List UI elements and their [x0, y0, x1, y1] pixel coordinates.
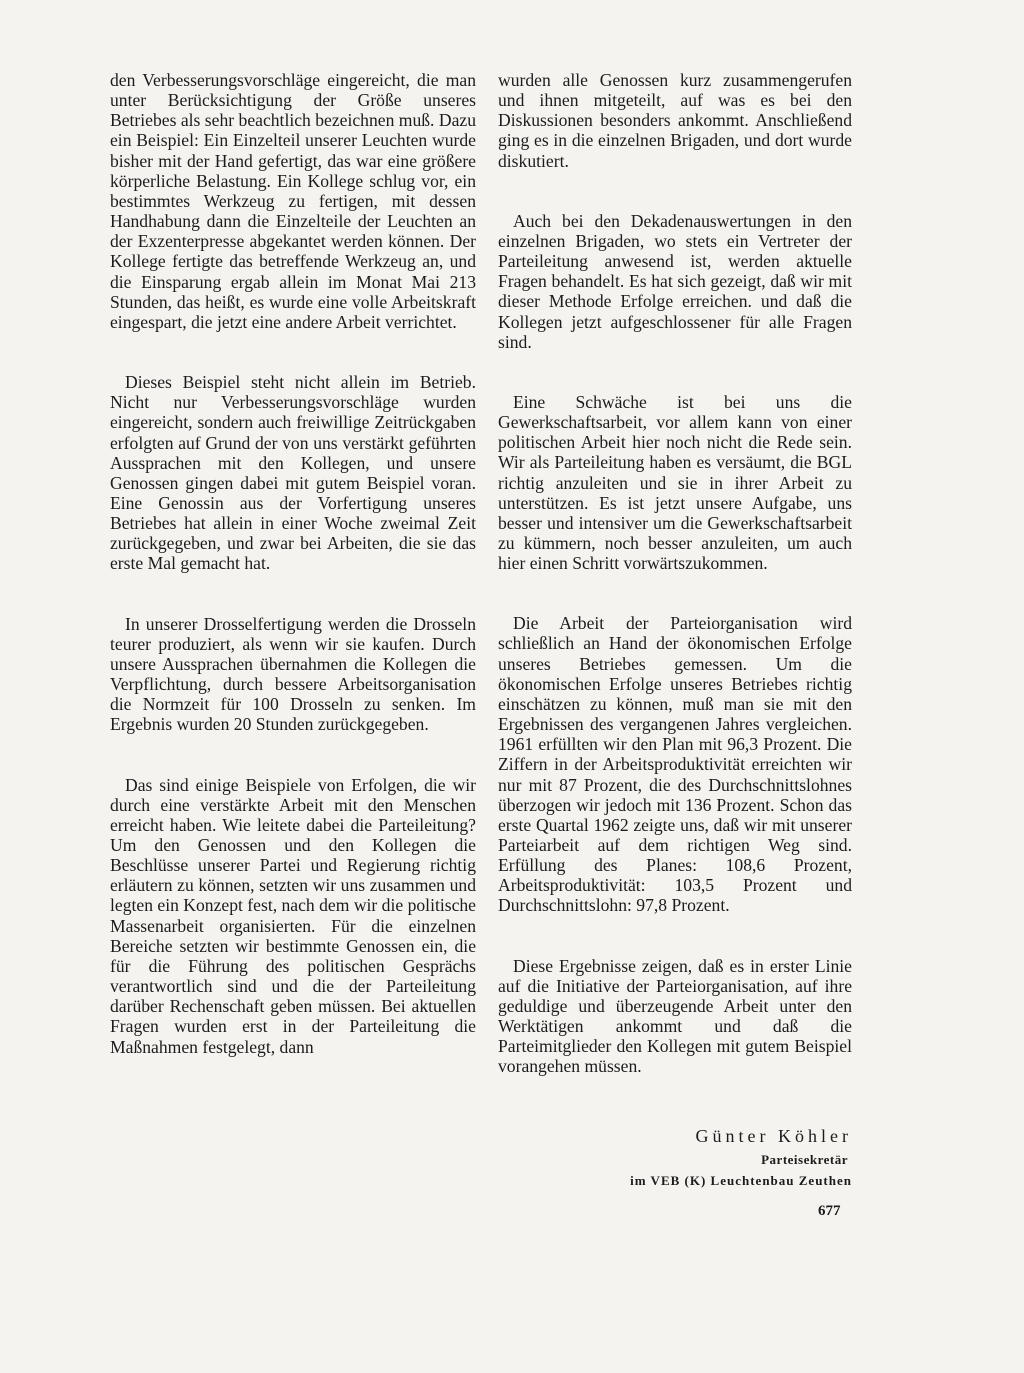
paragraph: Auch bei den Dekadenauswertungen in den einzelnen Brigaden, wo stets ein Vertreter der Parteileitung anwesend ist, werden aktuelle Fragen behandelt. Es hat sich gezeigt, daß wir mit dieser Methode Erfolge erreichen. und daß die Kollegen jetzt aufgeschlossener für alle Fragen sind.: [498, 210, 852, 352]
left-column: [110, 70, 476, 1097]
paragraph: den Verbesserungsvorschläge eingereicht, die man unter Berücksichtigung der Größe unseres Betriebes als sehr beachtlich bezeichnen muß. Dazu ein Beispiel: Ein Einzelteil unserer Leuchten wurde bisher mit der Hand gefertigt, das war eine größere körperliche Belastung. Ein Kollege schlug vor, ein bestimmtes Werkzeug zu fertigen, mit dessen Handhabung dann die Einzelteile der Leuchten an der Exzenterpresse abgekantet werden können. Der Kollege fertigte das betreffende Werkzeug an, und die Einsparung ergab allein im Monat Mai 213 Stunden, das heißt, es wurde eine volle Arbeitskraft eingespart, die jetzt eine andere Arbeit verrichtet.: [110, 70, 476, 332]
paragraph: Das sind einige Beispiele von Erfolgen, die wir durch eine verstärkte Arbeit mit den Menschen erreicht haben. Wie leitete dabei die Parteileitung? Um den Genossen und den Kollegen die Beschlüsse unserer Partei und Regierung richtig erläutern zu können, setzten wir uns zusammen und legten ein Konzept fest, nach dem wir die politische Massenarbeit organisierten. Für die einzelnen Bereiche setzten wir bestimmte Genossen ein, die für die Führung des politischen Gesprächs verantwortlich sind und die der Parteileitung darüber Rechenschaft geben müssen. Bei aktuellen Fragen wurden erst in der Parteileitung die Maßnahmen festgelegt, dann: [110, 774, 476, 1057]
author-affiliation: im VEB (K) Leuchtenbau Zeuthen: [630, 1173, 852, 1188]
paragraph: Die Arbeit der Parteiorganisation wird schließlich an Hand der ökonomischen Erfolge unseres Betriebes gemessen. Um die ökonomischen Erfolge unseres Betriebes richtig einschätzen zu können, muß man sie mit den Ergebnissen des vergangenen Jahres vergleichen. 1961 erfüllten wir den Plan mit 96,3 Prozent. Die Ziffern in der Arbeitsproduktivität erreichten wir nur mit 87 Prozent, die des Durchschnittslohnes überzogen wir jedoch mit 136 Prozent. Schon das erste Quartal 1962 zeigte uns, daß wir mit unserer Parteiarbeit auf dem richtigen Weg sind. Erfüllung des Planes: 108,6 Prozent, Arbeitsproduktivität: 103,5 Prozent und Durchschnittslohn: 97,8 Prozent.: [498, 613, 852, 916]
paragraph: Diese Ergebnisse zeigen, daß es in erster Linie auf die Initiative der Parteiorganisation, auf ihre geduldige und überzeugende Arbeit unter den Werktätigen ankommt und daß die Parteimitglieder den Kollegen mit gutem Beispiel vorangehen müssen.: [498, 955, 852, 1077]
page-number: 677: [818, 1203, 841, 1219]
right-column: [498, 70, 852, 1117]
author-name: Günter Köhler: [695, 1126, 852, 1146]
author-role: Parteisekretär: [761, 1152, 848, 1167]
signature-block: [498, 1123, 852, 1191]
paragraph: Eine Schwäche ist bei uns die Gewerkschaftsarbeit, vor allem kann von einer politischen Arbeit hier noch nicht die Rede sein. Wir als Parteileitung haben es versäumt, die BGL richtig anzuleiten und sie in ihrer Arbeit zu unterstützen. Es ist jetzt unsere Aufgabe, uns besser und intensiver um die Gewerkschaftsarbeit zu kümmern, noch besser anzuleiten, um auch hier einen Schritt vorwärtszukommen.: [498, 391, 852, 574]
paragraph: In unserer Drosselfertigung werden die Drosseln teurer produziert, als wenn wir sie kaufen. Durch unsere Aussprachen übernahmen die Kollegen die Verpflichtung, durch bessere Arbeitsorganisation die Normzeit für 100 Drosseln zu senken. Im Ergebnis wurden 20 Stunden zurückgegeben.: [110, 613, 476, 735]
paragraph: Dieses Beispiel steht nicht allein im Betrieb. Nicht nur Verbesserungsvorschläge wurden eingereicht, sondern auch freiwillige Zeitrückgaben erfolgten auf Grund der von uns verstärkt geführten Aussprachen mit den Kollegen, und unsere Genossen gingen dabei mit gutem Beispiel voran. Eine Genossin aus der Vorfertigung unseres Betriebes hat allein in einer Woche zweimal Zeit zurückgegeben, und zwar bei Arbeiten, die sie das erste Mal gemacht hat.: [110, 372, 476, 574]
paragraph: wurden alle Genossen kurz zusammengerufen und ihnen mitgeteilt, auf was es bei den Diskussionen besonders ankommt. Anschließend ging es in die einzelnen Brigaden, und dort wurde diskutiert.: [498, 70, 852, 171]
